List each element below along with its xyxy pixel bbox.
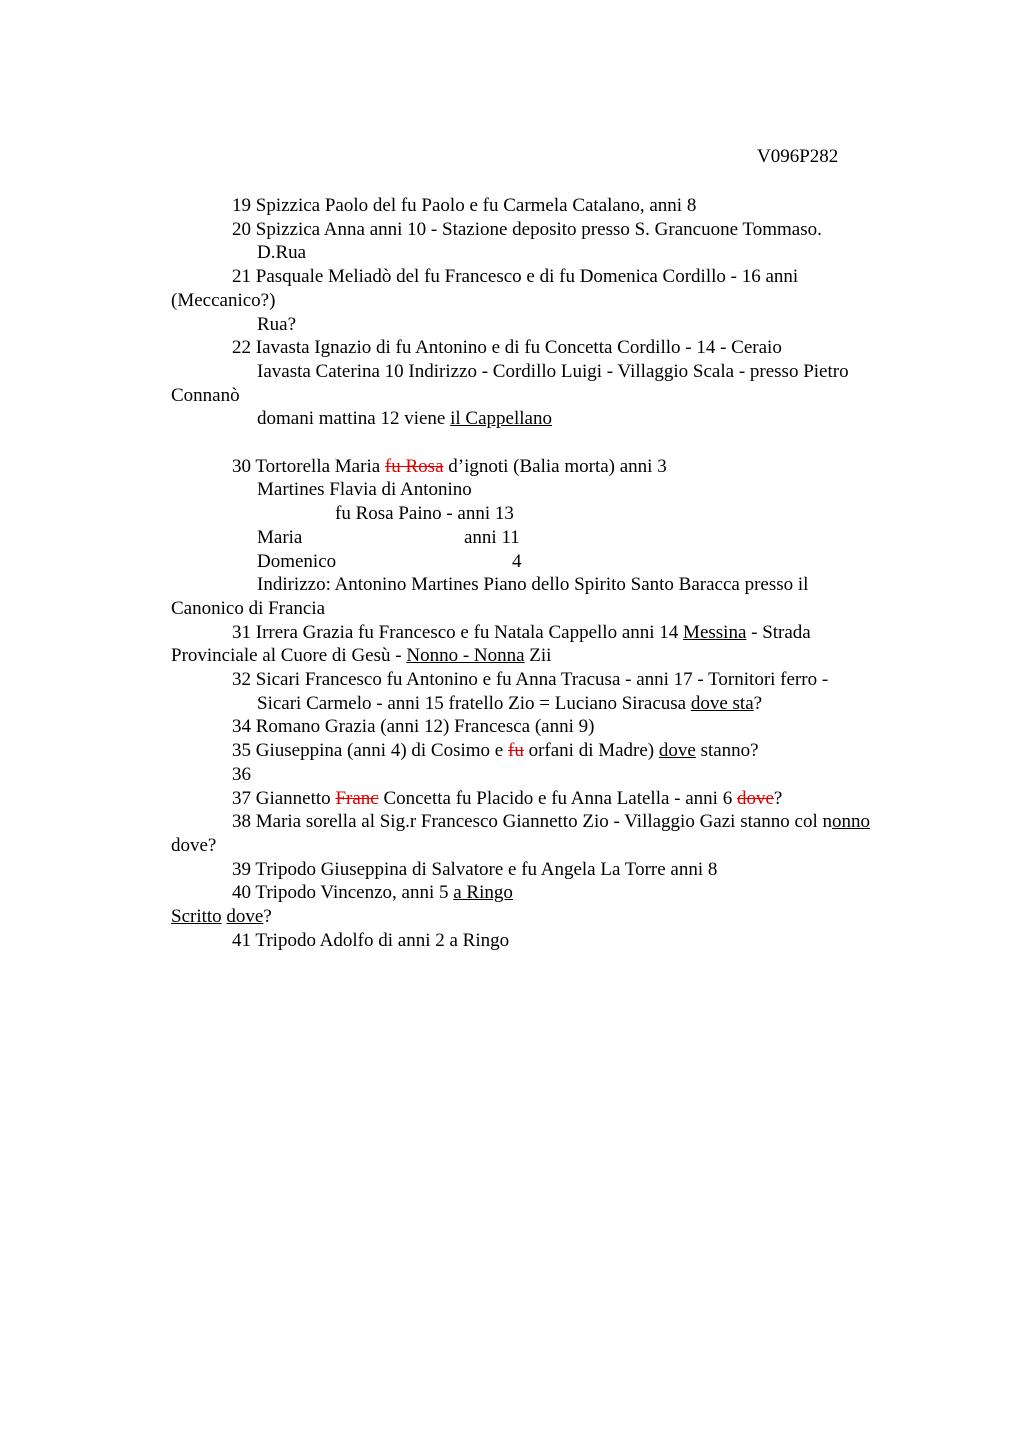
text-line: [171, 715, 951, 739]
line-text: 37 Giannetto: [232, 787, 336, 809]
text-line: [171, 455, 951, 479]
underlined-text: il Cappellano: [450, 408, 552, 430]
line-text: anni 11: [464, 526, 520, 548]
line-text: - Strada: [746, 621, 811, 643]
text-line: [171, 881, 951, 905]
underlined-text: Scritto: [171, 906, 222, 928]
underlined-text: a Ringo: [453, 882, 513, 904]
line-text: stanno?: [695, 740, 759, 762]
line-text: 41 Tripodo Adolfo di anni 2 a Ringo: [232, 929, 510, 951]
line-text: 21 Pasquale Meliadò del fu Francesco e di fu Domenica Cordillo - 16 anni: [232, 266, 799, 288]
text-line: [171, 787, 951, 811]
line-text: 35 Giuseppina (anni 4) di Cosimo e: [232, 740, 508, 762]
line-text: domani mattina 12 viene: [257, 408, 451, 430]
text-line: [171, 644, 951, 668]
line-text: Zii: [524, 645, 552, 667]
line-text: Canonico di Francia: [171, 597, 326, 619]
line-text: Provinciale al Cuore di Gesù -: [171, 645, 407, 667]
line-text: Domenico: [257, 550, 337, 572]
underlined-text: dove: [226, 906, 264, 928]
line-text: 40 Tripodo Vincenzo, anni 5: [232, 882, 454, 904]
text-line: [171, 929, 951, 953]
line-text: fu Rosa Paino - anni 13: [335, 503, 514, 525]
line-text: d’ignoti (Balia morta) anni 3: [443, 455, 667, 477]
line-text: Connanò: [171, 384, 240, 406]
line-text: 20 Spizzica Anna anni 10 - Stazione deposito presso S. Grancuone Tommaso.: [232, 218, 822, 240]
page-reference-code: V096P282: [757, 146, 839, 167]
line-text: ?: [263, 906, 272, 928]
text-line: [171, 550, 951, 574]
text-line: [171, 384, 951, 408]
line-text: Rua?: [257, 313, 297, 335]
line-text: 22 Iavasta Ignazio di fu Antonino e di fu Concetta Cordillo - 14 - Ceraio: [232, 337, 782, 359]
text-line: [171, 336, 951, 360]
struck-text: fu: [508, 740, 524, 762]
text-line: [171, 407, 951, 431]
text-line: [171, 265, 951, 289]
line-text: Sicari Carmelo - anni 15 fratello Zio = Luciano Siracusa: [257, 692, 691, 714]
text-line: [171, 692, 951, 716]
underlined-text: dove: [658, 740, 696, 762]
text-line: [171, 289, 951, 313]
text-line: [171, 834, 951, 858]
document-body: [171, 194, 951, 952]
line-text: orfani di Madre): [523, 740, 659, 762]
text-line: [171, 573, 951, 597]
line-text: 38 Maria sorella al Sig.r Francesco Giannetto Zio - Villaggio Gazi stanno col n: [232, 811, 833, 833]
text-line: [171, 905, 951, 929]
text-line: [171, 810, 951, 834]
line-text: Maria: [257, 526, 303, 548]
text-line: [171, 218, 951, 242]
struck-text: Franc: [335, 787, 379, 809]
underlined-text: Nonno - Nonna: [406, 645, 525, 667]
line-text: Indirizzo: Antonino Martines Piano dello Spirito Santo Baracca presso il: [257, 574, 809, 596]
text-line: [171, 502, 951, 526]
text-line: [171, 668, 951, 692]
line-text: 31 Irrera Grazia fu Francesco e fu Natala Cappello anni 14: [232, 621, 684, 643]
line-text: (Meccanico?): [171, 289, 276, 311]
text-line: [171, 478, 951, 502]
line-text: D.Rua: [257, 242, 307, 264]
text-line: [171, 194, 951, 218]
line-text: Concetta fu Placido e fu Anna Latella - anni 6: [378, 787, 737, 809]
text-line: [171, 739, 951, 763]
line-text: 34 Romano Grazia (anni 12) Francesca (anni 9): [232, 716, 595, 738]
text-line: [171, 763, 951, 787]
line-text: 30 Tortorella Maria: [232, 455, 385, 477]
struck-text: dove: [736, 787, 774, 809]
line-text: Martines Flavia di Antonino: [257, 479, 472, 501]
line-text: 32 Sicari Francesco fu Antonino e fu Anna Tracusa - anni 17 - Tornitori ferro -: [232, 669, 829, 691]
text-line: [171, 526, 951, 550]
line-text: 39 Tripodo Giuseppina di Salvatore e fu Angela La Torre anni 8: [232, 858, 718, 880]
text-line: [171, 621, 951, 645]
line-text: 19 Spizzica Paolo del fu Paolo e fu Carmela Catalano, anni 8: [232, 195, 697, 216]
line-text: ?: [753, 692, 763, 714]
text-line: [171, 313, 951, 337]
line-text: 36: [232, 763, 251, 785]
line-text: Iavasta Caterina 10 Indirizzo - Cordillo Luigi - Villaggio Scala - presso Pietro: [257, 360, 849, 382]
blank-line: [171, 431, 951, 455]
line-text: 4: [512, 550, 522, 572]
underlined-text: Messina: [683, 621, 747, 643]
text-line: [171, 241, 951, 265]
struck-text: fu Rosa: [384, 455, 444, 477]
line-text: dove?: [171, 834, 217, 856]
text-line: [171, 597, 951, 621]
text-line: [171, 858, 951, 882]
underlined-text: onno: [832, 811, 871, 833]
text-line: [171, 360, 951, 384]
line-text: ?: [773, 787, 783, 809]
underlined-text: dove sta: [690, 692, 754, 714]
